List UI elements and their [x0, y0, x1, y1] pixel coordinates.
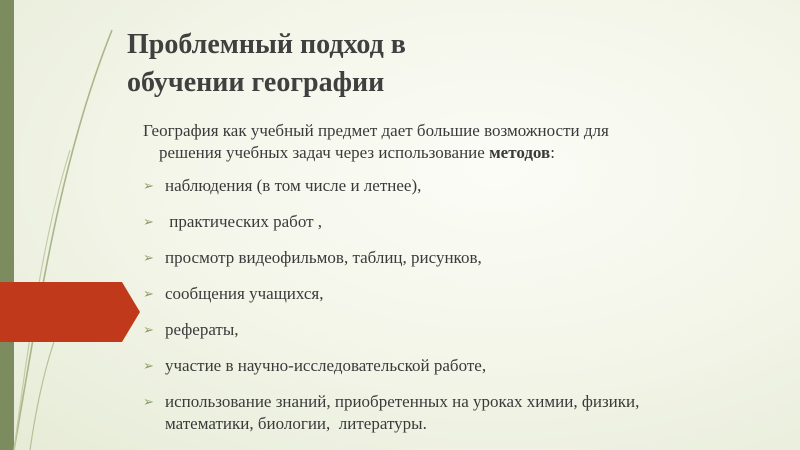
list-item-text: участие в научно-исследовательской работе,: [165, 356, 487, 375]
title-line-2: обучении географии: [127, 67, 385, 98]
list-item-text: наблюдения (в том числе и летнее),: [165, 176, 422, 195]
intro-line-2-text: решения учебных задач через использование: [159, 143, 490, 162]
bullet-arrow-icon: ➢: [143, 322, 154, 337]
list-item-text: использование знаний, приобретенных на уроках химии, физики,: [165, 392, 640, 411]
list-item: [143, 319, 763, 341]
bullet-list: [143, 175, 763, 435]
list-item: [143, 247, 763, 269]
slide-content: [143, 120, 763, 435]
list-item-text: сообщения учащихся,: [165, 284, 324, 303]
title-line-1: Проблемный подход в: [127, 29, 406, 60]
list-item-text: практических работ ,: [165, 212, 323, 231]
bullet-arrow-icon: ➢: [143, 394, 154, 409]
list-item: [143, 211, 763, 233]
intro-line-2: [149, 142, 763, 164]
list-item: [143, 391, 763, 435]
list-item-text: рефераты,: [165, 320, 239, 339]
bullet-arrow-icon: ➢: [143, 358, 154, 373]
bullet-arrow-icon: ➢: [143, 286, 154, 301]
intro-paragraph: [143, 120, 763, 164]
list-item-text: просмотр видеофильмов, таблиц, рисунков,: [165, 248, 482, 267]
bullet-arrow-icon: ➢: [143, 250, 154, 265]
list-item: [143, 355, 763, 377]
list-item-text-continued: математики, биологии, литературы.: [165, 414, 427, 433]
list-item: [143, 175, 763, 197]
intro-line-1: География как учебный предмет дает большие возможности для: [143, 121, 609, 140]
slide-title: [127, 26, 647, 102]
bullet-arrow-icon: ➢: [143, 214, 154, 229]
intro-methods-bold: методов: [489, 143, 551, 162]
decorative-curves: [0, 0, 120, 450]
intro-line-2-colon: :: [550, 143, 555, 162]
list-item: [143, 283, 763, 305]
bullet-arrow-icon: ➢: [143, 178, 154, 193]
red-arrow-shape: [0, 282, 140, 342]
